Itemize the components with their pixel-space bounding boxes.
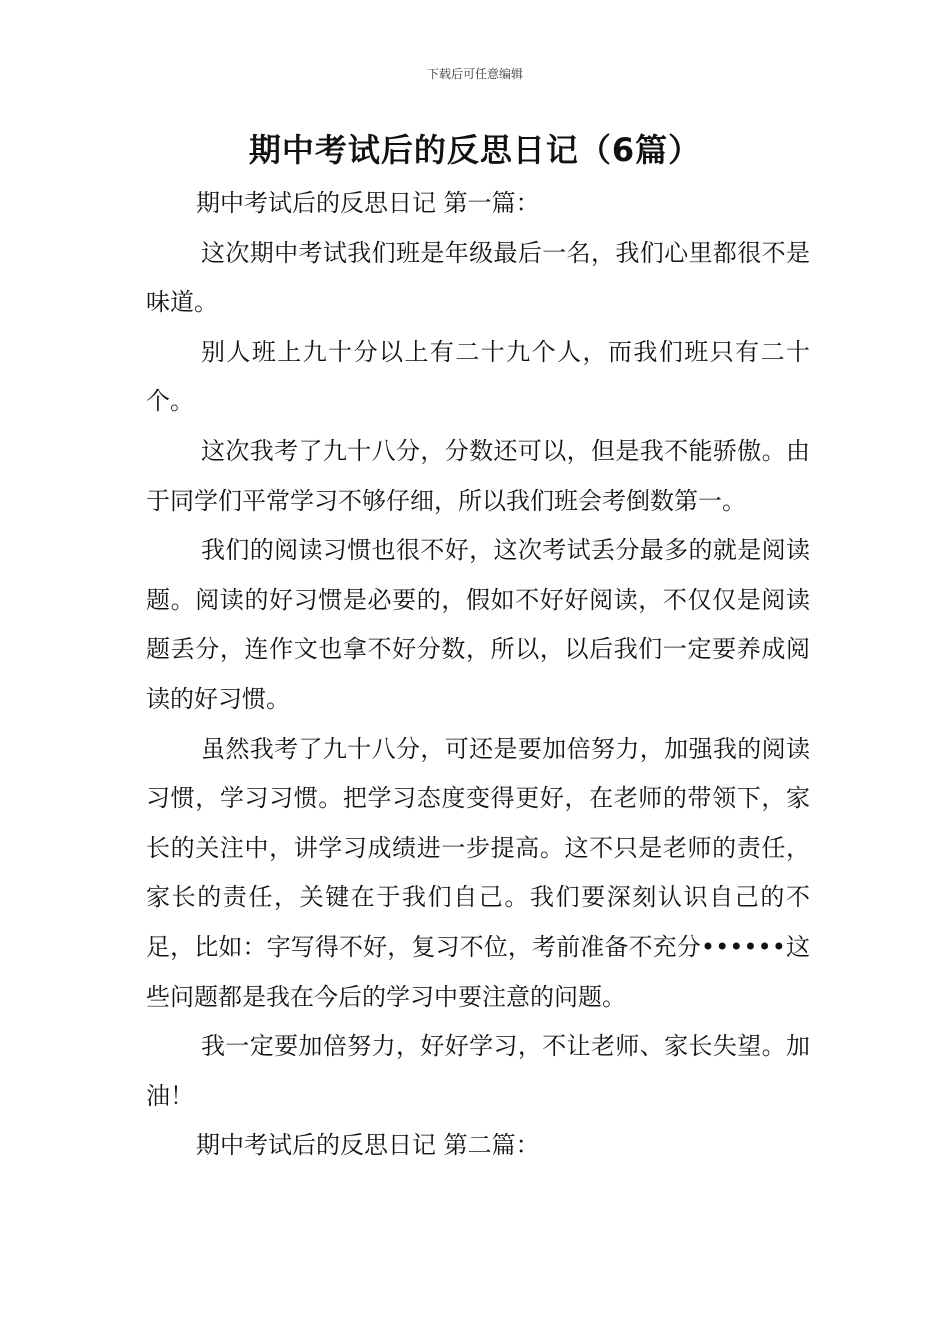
paragraph: 别人班上九十分以上有二十九个人，而我们班只有二十个。 bbox=[146, 337, 810, 416]
header-note: 下载后可任意编辑 bbox=[426, 67, 523, 81]
paragraph: 这次期中考试我们班是年级最后一名，我们心里都很不是味道。 bbox=[146, 238, 810, 317]
section-heading: 期中考试后的反思日记 第一篇： bbox=[196, 189, 540, 217]
document-title: 期中考试后的反思日记（6篇） bbox=[248, 131, 702, 169]
paragraph: 虽然我考了九十八分，可还是要加倍努力，加强我的阅读习惯，学习习惯。把学习态度变得更好，在老师的带领下，家长的关注中，讲学习成绩进一步提高。这不只是老师的责任，家长的责任，关键在于我们自己。我们要深刻认识自己的不足，比如：字写得不好，复习不位，考前准备不充分••••••这些问题都是我在今后的学习中要注意的问题。 bbox=[146, 734, 810, 1011]
section-heading: 期中考试后的反思日记 第二篇： bbox=[196, 1131, 540, 1160]
paragraph: 这次我考了九十八分，分数还可以，但是我不能骄傲。由于同学们平常学习不够仔细，所以我们班会考倒数第一。 bbox=[146, 436, 810, 515]
paragraph: 我们的阅读习惯也很不好，这次考试丢分最多的就是阅读题。阅读的好习惯是必要的，假如不好好阅读，不仅仅是阅读题丢分，连作文也拿不好分数，所以，以后我们一定要养成阅读的好习惯。 bbox=[146, 536, 810, 713]
document-body bbox=[146, 179, 810, 1171]
paragraph: 我一定要加倍努力，好好学习，不让老师、家长失望。加油！ bbox=[146, 1032, 810, 1110]
